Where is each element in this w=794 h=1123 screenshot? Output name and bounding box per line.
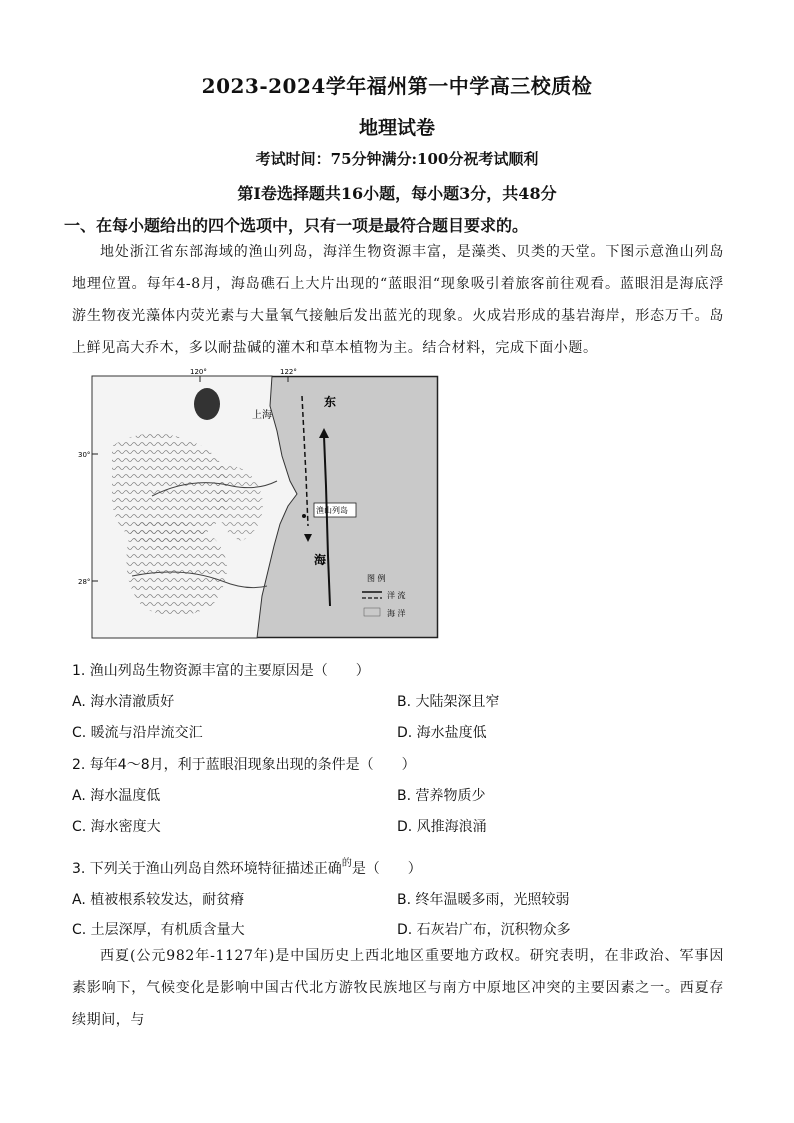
legend-title: 图 例	[367, 574, 386, 583]
question-3-stem	[72, 854, 422, 878]
question-2-option-d[interactable]: D. 风推海浪涌	[397, 819, 487, 835]
question-1-option-c[interactable]: C. 暖流与沿岸流交汇	[72, 725, 203, 741]
lon-label-120: 120°	[190, 368, 207, 376]
lake	[194, 388, 220, 420]
question-3-stem-main: 3. 下列关于渔山列岛自然环境特征描述正确	[72, 861, 342, 877]
label-shanghai: 上海	[252, 410, 272, 421]
question-3-stem-end: 是（ ）	[351, 861, 422, 877]
question-2-stem: 2. 每年4～8月，利于蓝眼泪现象出现的条件是（ ）	[72, 757, 416, 773]
passage-yushan: 地处浙江省东部海域的渔山列岛，海洋生物资源丰富，是藻类、贝类的天堂。下图示意渔山列岛地理位置。每年4-8月，海岛礁石上大片出现的“蓝眼泪“现象吸引着旅客前往观看。蓝眼泪是海底浮游生物夜光藻体内荧光素与大量氧气接触后发出蓝光的现象。火成岩形成的基岩海岸，形态万千。岛上鲜见高大乔木，多以耐盐碱的灌木和草本植物为主。结合材料，完成下面小题。	[72, 244, 724, 356]
yushan-location-map	[78, 368, 438, 638]
lat-label-30: 30°	[78, 451, 91, 459]
question-3-stem-superscript: 的	[341, 858, 352, 869]
question-2-option-c[interactable]: C. 海水密度大	[72, 819, 161, 835]
section-heading: 一、在每小题给出的四个选项中，只有一项是最符合题目要求的。	[64, 216, 529, 235]
legend-current: 洋 流	[387, 591, 406, 600]
islands-marker	[302, 514, 306, 518]
label-east: 东	[324, 395, 337, 409]
question-3-option-a[interactable]: A. 植被根系较发达，耐贫瘠	[72, 892, 245, 908]
question-2-option-a[interactable]: A. 海水温度低	[72, 788, 161, 804]
subject-title: 地理试卷	[358, 117, 435, 139]
lat-label-28: 28°	[78, 578, 91, 586]
legend-ocean: 海 洋	[387, 609, 406, 618]
lon-label-122: 122°	[280, 368, 297, 376]
section-info: 第Ⅰ卷选择题共16小题，每小题3分，共48分	[237, 184, 557, 203]
label-sea: 海	[314, 553, 327, 567]
question-3-option-c[interactable]: C. 土层深厚，有机质含量大	[72, 922, 245, 938]
question-3-option-d[interactable]: D. 石灰岩广布，沉积物众多	[397, 922, 571, 938]
question-1-option-d[interactable]: D. 海水盐度低	[397, 725, 487, 741]
exam-title: 2023-2024学年福州第一中学高三校质检	[201, 74, 593, 98]
question-1-option-b[interactable]: B. 大陆架深且窄	[397, 694, 500, 710]
exam-info: 考试时间：75分钟满分:100分祝考试顺利	[255, 150, 539, 168]
question-2-option-b[interactable]: B. 营养物质少	[397, 788, 486, 804]
question-3-option-b[interactable]: B. 终年温暖多雨，光照较弱	[397, 892, 570, 908]
question-1-stem: 1. 渔山列岛生物资源丰富的主要原因是（ ）	[72, 663, 370, 679]
label-yushan-islands: 渔山列岛	[316, 506, 348, 515]
passage-xixia: 西夏(公元982年-1127年)是中国历史上西北地区重要地方政权。研究表明，在非政治、军事因素影响下，气候变化是影响中国古代北方游牧民族地区与南方中原地区冲突的主要因素之一。西夏存续期间，与	[72, 948, 724, 1028]
question-1-option-a[interactable]: A. 海水清澈质好	[72, 694, 175, 710]
